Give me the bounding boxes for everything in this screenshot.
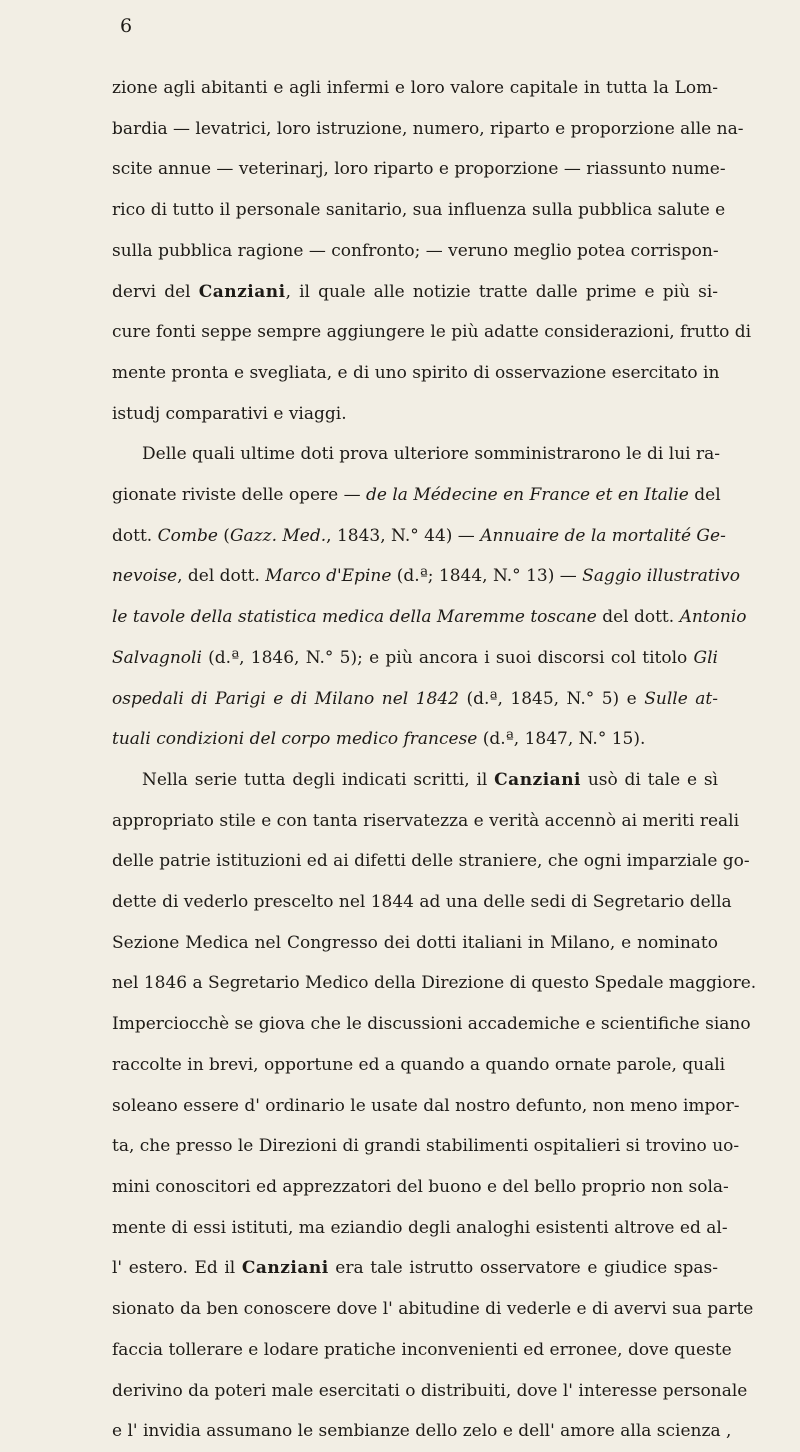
text-run: Delle quali ultime doti prova ulteriore somministrarono le di lui ra- [142,444,720,465]
text-line [112,1248,718,1289]
italic-title: Sulle at- [644,688,718,709]
text-run: soleano essere d' ordinario le usate dal nostro defunto, non meno impor- [112,1095,740,1116]
text-line [112,719,718,760]
text-line [112,394,718,435]
text-line [112,434,718,475]
text-run: usò di tale e sì [581,769,718,790]
text-line [112,1411,732,1452]
text-line [112,597,747,638]
text-run: ( [217,525,230,546]
text-line [112,882,732,923]
italic-title: Gazz. Med. [229,525,327,546]
text-run: Nella serie tutta degli indicati scritti, il [142,769,495,790]
text-run: mente di essi istituti, ma eziandio degli analoghi esistenti altrove ed al- [112,1217,728,1238]
italic-title: de la Médecine en France et en Italie [366,485,689,506]
name-emphasis: Canziani [494,769,582,790]
text-run: Sezione Medica nel Congresso dei dotti italiani in Milano, e nominato [112,932,718,953]
text-line [112,1086,740,1127]
text-line [112,353,718,394]
text-run: dott. [112,525,158,546]
text-run: , 1843, N.° 44) — [326,525,481,546]
text-line [112,190,726,231]
text-line [112,109,744,150]
text-run: Imperciocchè se giova che le discussioni accademiche e scientifiche siano [112,1014,751,1035]
text-line [112,272,718,313]
text-line [112,68,718,109]
text-run: (d.ª, 1845, N.° 5) e [458,688,645,709]
text-line [112,1167,729,1208]
text-line [112,679,718,720]
text-line [112,312,752,353]
text-line [112,963,757,1004]
italic-title: Salvagnoli [112,647,202,668]
text-run: del dott. [596,607,680,628]
text-run: , il quale alle notizie tratte dalle prime e più si- [285,281,718,302]
italic-title: Combe [157,525,218,546]
text-run: dette di vederlo prescelto nel 1844 ad una delle sedi di Segretario della [112,892,732,913]
text-line [112,1126,740,1167]
italic-title: tuali condizioni del corpo medico francese [112,729,478,750]
italic-title: Antonio [679,607,747,628]
text-run: cure fonti seppe sempre aggiungere le più adatte considerazioni, frutto di [112,322,752,343]
text-run: derivino da poteri male esercitati o distribuiti, dove l' interesse personale [112,1380,748,1401]
text-line [112,923,718,964]
text-run: del [688,485,721,506]
text-run: l' estero. Ed il [112,1258,242,1279]
italic-title: Marco d'Epine [265,566,392,587]
text-run: rico di tutto il personale sanitario, sua influenza sulla pubblica salute e [112,200,726,221]
text-run: delle patrie istituzioni ed ai difetti delle straniere, che ogni imparziale go- [112,851,750,872]
text-line [112,801,740,842]
text-run: sionato da ben conoscere dove l' abitudine di vederle e di avervi sua parte [112,1299,754,1320]
text-run: e l' invidia assumano le sembianze dello zelo e dell' amore alla scienza , [112,1421,732,1442]
text-run: dervi del [112,281,199,302]
text-line [112,1330,732,1371]
text-line [112,1208,728,1249]
text-run: bardia — levatrici, loro istruzione, numero, riparto e proporzione alle na- [112,118,744,139]
italic-title: le tavole della statistica medica della Maremme toscane [112,607,597,628]
text-run: faccia tollerare e lodare pratiche inconvenienti ed erronee, dove queste [112,1339,732,1360]
text-line [112,760,718,801]
text-run: (d.ª; 1844, N.° 13) — [391,566,583,587]
italic-title: Saggio illustrativo [582,566,740,587]
text-run: istudj comparativi e viaggi. [112,403,347,424]
italic-title: Annuaire de la mortalité Ge- [480,525,726,546]
text-line [112,475,721,516]
text-line [112,149,726,190]
text-run: zione agli abitanti e agli infermi e loro valore capitale in tutta la Lom- [112,78,718,98]
name-emphasis: Canziani [198,281,286,302]
italic-title: nevoise [112,566,178,587]
text-run: scite annue — veterinarj, loro riparto e proporzione — riassunto nume- [112,159,726,180]
name-emphasis: Canziani [241,1258,329,1279]
text-line [112,556,740,597]
text-run: era tale istrutto osservatore e giudice spas- [328,1258,718,1279]
text-line [112,1004,751,1045]
text-run: ta, che presso le Direzioni di grandi stabilimenti ospitalieri si trovino uo- [112,1136,740,1157]
italic-title: ospedali di Parigi e di Milano nel 1842 [112,688,459,709]
text-line [112,1371,748,1412]
text-run: sulla pubblica ragione — confronto; — veruno meglio potea corrispon- [112,240,719,261]
text-run: gionate riviste delle opere — [112,485,367,506]
page-number: 6 [120,15,133,37]
text-line [112,638,718,679]
text-line [112,841,750,882]
text-run: nel 1846 a Segretario Medico della Direzione di questo Spedale maggiore. [112,973,757,994]
text-line [112,1289,754,1330]
text-run: appropriato stile e con tanta riservatezza e verità accennò ai meriti reali [112,810,740,831]
italic-title: Gli [693,647,718,668]
text-line [112,516,726,557]
text-run: mente pronta e svegliata, e di uno spirito di osservazione esercitato in [112,362,720,383]
text-run: , del dott. [177,566,266,587]
body-text [112,68,757,1452]
text-run: (d.ª, 1846, N.° 5); e più ancora i suoi discorsi col titolo [201,647,694,668]
text-line [112,231,718,272]
text-run: (d.ª, 1847, N.° 15). [477,729,646,750]
text-run: mini conoscitori ed apprezzatori del buono e del bello proprio non sola- [112,1176,729,1197]
text-run: raccolte in brevi, opportune ed a quando a quando ornate parole, quali [112,1054,726,1075]
text-line [112,1045,726,1086]
